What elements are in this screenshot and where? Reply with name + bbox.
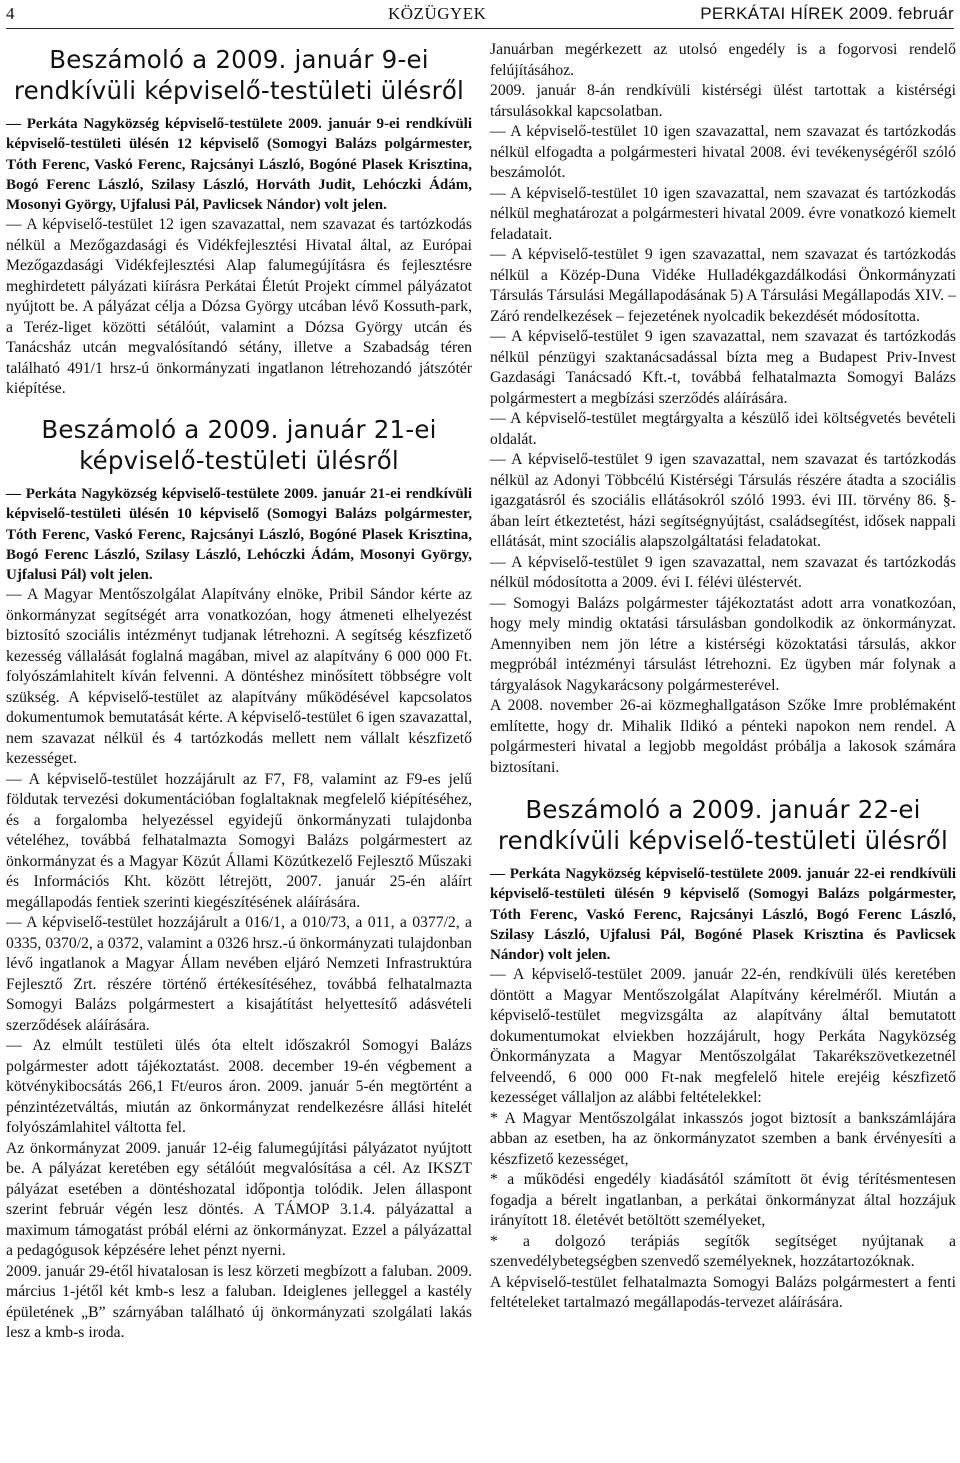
- paragraph: 2009. január 8-án rendkívüli kistérségi ülést tartottak a kistérségi társulásokkal kapcsolatban.: [490, 82, 956, 120]
- paragraph: — A képviselő-testület 9 igen szavazattal, nem szavazat és tartózkodás nélkül a Közép-Duna Vidéke Hulladékgazdálkodási Önkormányzati Társulás Társulási Megállapodásának 5) A Társulási Megállapodás XIV. – Záró rendelkezések – fejezetének nyolcadik bekezdését módosította.: [490, 246, 956, 325]
- paragraph: — A képviselő-testület 2009. január 22-én, rendkívüli ülés keretében döntött a Magyar Mentőszolgálat Alapítvány kérelméről. Miután a képviselő-testület megvizsgálta az alapítvány által bemutatott dokumentumokat elviekben hozzájárult, hogy Perkáta Nagyközség Önkormányzata a Magyar Mentőszolgálat Takarékszövetkezetnél felveendő, 6 000 000 Ft-nak megfelelő hitele erejéig készfizető kezességet vállaljon az alábbi feltételekkel:: [490, 966, 956, 1107]
- list-item: * a dolgozó terápiás segítők segítséget nyújtanak a szenvedélybetegségben szenvedő személyeknek, hozzátartozóknak.: [490, 1232, 956, 1271]
- paragraph: A képviselő-testület felhatalmazta Somogyi Balázs polgármestert a fenti feltételeket tartalmazó megállapodás-tervezet aláírására.: [490, 1273, 956, 1312]
- article-title-jan22: Beszámoló a 2009. január 22-ei rendkívüli képviselő-testületi ülésről: [497, 795, 949, 855]
- article-title-jan21: Beszámoló a 2009. január 21-ei képviselő-testületi ülésről: [41, 414, 437, 475]
- article-intro-jan22: — Perkáta Nagyközség képviselő-testülete 2009. január 22-ei rendkívüli képviselő-testületi ülésén 9 képviselő (Somogyi Balázs polgármester, Tóth Ferenc, Vaskó Ferenc, Rajcsányi László, Bogó Ferenc László, Szilasy László, Ujfalusi Pál, Bogóné Plasek Krisztina és Pavlicsek Nándor) volt jelen.: [490, 866, 956, 964]
- paragraph: — Somogyi Balázs polgármester tájékoztatást adott arra vonatkozóan, hogy mely mindig oktatási társulásban gondolkodik az önkormányzat. Amennyiben nem jön létre a kistérségi közoktatási társulás, akkor megpróbál intézményi társulást létrehozni. Ez ügyben már folynak a tárgyalások Nagykarácsony polgármesterével.: [490, 594, 956, 694]
- paragraph: — A képviselő-testület 9 igen szavazattal, nem szavazat és tartózkodás nélkül pénzügyi szaktanácsadással bízta meg a Budapest Priv-Invest Gazdasági Tanácsadó Kft.-t, továbbá felhatalmazta Somogyi Balázs polgármestert a megbízási szerződés aláírására.: [490, 328, 956, 407]
- paragraph: — A képviselő-testület 9 igen szavazattal, nem szavazat és tartózkodás nélkül módosította a 2009. évi I. félévi üléstervét.: [490, 553, 956, 591]
- paragraph: 2009. január 29-étől hivatalosan is lesz körzeti megbízott a faluban. 2009. március 1-jétől két kmb-s lesz a faluban. Ideiglenes jelleggel a kastély épületének „B” szárnyában található új önkormányzati szolgálati lakás lesz a kmb-s iroda.: [6, 1262, 472, 1342]
- paragraph: — A képviselő-testület 10 igen szavazattal, nem szavazat és tartózkodás nélkül meghatározat a polgármesteri hivatal 2009. évre vonatkozó kiemelt feladatait.: [490, 184, 956, 243]
- paragraph: — Az elmúlt testületi ülés óta eltelt időszakról Somogyi Balázs polgármester adott tájékoztatást. 2008. december 19-én végbement a kötvénykibocsátás 266,1 Ft/euros áron. 2009. január 5-én megtörtént a pénzintézetváltás, miután az önkormányzat rendelkezésre állási hitelét folyószámlahitel váltotta fel.: [6, 1037, 472, 1137]
- right-column: [490, 40, 956, 1314]
- paragraph: — A képviselő-testület 10 igen szavazattal, nem szavazat és tartózkodás nélkül elfogadta a polgármesteri hivatal 2008. évi tevékenységéről szóló beszámolót.: [490, 123, 956, 181]
- paragraph: — A képviselő-testület megtárgyalta a készülő idei költségvetés bevételi oldalát.: [490, 410, 956, 448]
- article-intro-jan21: — Perkáta Nagyközség képviselő-testülete 2009. január 21-ei rendkívüli képviselő-testületi ülésén 10 képviselő (Somogyi Balázs polgármester, Tóth Ferenc, Vaskó Ferenc, Rajcsányi László, Bogóné Plasek Krisztina, Bogó Ferenc László, Szilasy László, Lehóczki Ádám, Mosonyi György, Ujfalusi Pál) volt jelen.: [6, 485, 472, 584]
- section-name: KÖZÜGYEK: [388, 4, 487, 23]
- page-header: [6, 2, 954, 29]
- paragraph: — A képviselő-testület 12 igen szavazattal, nem szavazat és tartózkodás nélkül a Mezőgazdasági és Vidékfejlesztési Hivatal által, az Európai Mezőgazdasági Vidékfejlesztési Alap falumegújításra és fejlesztésre meghirdetett pályázati kiírásra Perkátai Életút Projekt címmel pályázatot nyújtott be. A pályázat célja a Dózsa György utcában lévő Kossuth-park, a Teréz-liget közötti sétálóút, valamint a Dózsa György utcán és Tanácsház utcán megvalósítandó sétány, illetve a Szabadság téren található 491/1 hrsz-ú önkormányzati ingatlanon létrehozandó játszótér kiépítése.: [6, 216, 472, 398]
- publication-name: PERKÁTAI HÍREK 2009. február: [700, 4, 954, 23]
- paragraph: Januárban megérkezett az utolsó engedély is a fogorvosi rendelő felújításához.: [490, 41, 956, 79]
- page-number: 4: [6, 4, 15, 23]
- article-intro-jan9: — Perkáta Nagyközség képviselő-testülete 2009. január 9-ei rendkívüli képviselő-testületi ülésén 12 képviselő (Somogyi Balázs polgármester, Tóth Ferenc, Vaskó Ferenc, Rajcsányi László, Bogóné Plasek Krisztina, Bogó Ferenc László, Szilasy László, Horváth Judit, Lehóczki Ádám, Mosonyi György, Ujfalusi Pál, Pavlicsek Nándor) volt jelen.: [6, 116, 472, 214]
- paragraph: Az önkormányzat 2009. január 12-éig falumegújítási pályázatot nyújtott be. A pályázat keretében egy sétálóút megvalósítása a cél. Az IKSZT pályázat esetében a döntéshozatal időpontja tolódik. Jelen állaspont szerint február végén lesz döntés. A TÁMOP 3.1.4. pályázattal a maximum támogatást próbál elérni az önkormányzat. Ezzel a pályázattal a pedagógusok képzésére lehet pénzt nyerni.: [6, 1139, 472, 1260]
- paragraph: A 2008. november 26-ai közmeghallgatáson Szőke Imre problémaként említette, hogy dr. Mihalik Ildikó a pénteki napokon nem rendel. A polgármesteri hivatal a legjobb megoldást próbálja a lakosok számára biztosítani.: [490, 697, 956, 776]
- left-column: [6, 40, 472, 1344]
- paragraph: — A képviselő-testület 9 igen szavazattal, nem szavazat és tartózkodás nélkül az Adonyi Többcélú Kistérségi Társulás részére átadta a szociális igazgatásról és szociális ellátásokról szóló 1993. évi III. törvény 86. §-ában leírt étkeztetést, házi segítségnyújtást, családsegítést, idősek nappali ellátását, mint szociális alapszolgáltatási feladatokat.: [490, 451, 956, 550]
- paragraph: — A képviselő-testület hozzájárult a 016/1, a 010/73, a 011, a 0377/2, a 0335, 0370/2, a 0372, valamint a 0326 hrsz.-ú önkormányzati tulajdonban lévő ingatlanok a Magyar Állam nevében eljáró Nemzeti Infrastruktúra Fejlesztő Zrt. részére történő értékesítéséhez, továbbá felhatalmazta Somogyi Balázs polgármestert a kisajátítást helyettesítő adásvételi szerződések aláírására.: [6, 914, 472, 1034]
- paragraph: — A Magyar Mentőszolgálat Alapítvány elnöke, Pribil Sándor kérte az önkormányzat segítségét arra vonatkozóan, hogy átmeneti elhelyezést biztosító szociális intézményt tudjanak létrehozni. A segítség készfizető kezesség vállalását foglalná magában, mivel az alapítvány 6 000 000 Ft. folyószámlahitelt kíván felvenni. A döntéshez minősített többségre volt szükség. A képviselő-testület az alapítvány működésével kapcsolatos dokumentumok bemutatását kérte. A képviselő-testület 6 igen szavazattal, nem szavazat nélkül és 4 tartózkodás mellett nem vállalt készfizető kezességet.: [6, 586, 472, 768]
- article-title-jan9: Beszámoló a 2009. január 9-ei rendkívüli képviselő-testületi ülésről: [13, 45, 465, 105]
- paragraph: — A képviselő-testület hozzájárult az F7, F8, valamint az F9-es jelű földutak tervezési dokumentációban foglaltaknak megfelelő kiépítéséhez, és a forgalomba helyezéssel egyidejű önkormányzati tulajdonba vételéhez, továbbá felhatalmazta Somogyi Balázs polgármestert az önkormányzat és a Magyar Közút Állami Közútkezelő Fejlesztő Műszaki és Információs Kht. között létrejött, 2007. január 25-én aláírt megállapodás fentiek szerinti kiegészítésének aláírására.: [6, 770, 472, 911]
- list-item: * A Magyar Mentőszolgálat inkasszós jogot biztosít a bankszámlájára abban az esetben, ha az önkormányzatot szemben a bank érvényesíti a készfizető kezességet,: [490, 1109, 956, 1168]
- list-item: * a működési engedély kiadásától számított öt évig térítésmentesen fogadja a bérelt ingatlanban, a perkátai önkormányzat által hozzájuk irányított 18. életévét betöltött személyeket,: [490, 1171, 956, 1230]
